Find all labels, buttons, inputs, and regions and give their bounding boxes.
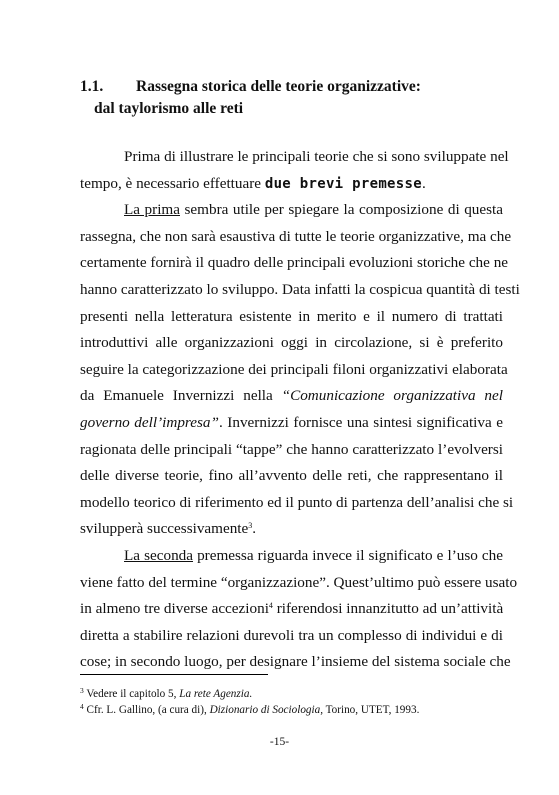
text-run: . [421,174,426,192]
underlined-lead: La prima [124,201,180,219]
section-title-line2: dal taylorismo alle reti [94,100,244,117]
footnote-separator [80,674,268,675]
text-run: riferendosi innanzitutto ad un’attività [272,600,504,618]
paragraph-3-line: viene fatto del termine “organizzazione”. Quest’ultimo può essere usato [80,573,518,591]
section-number: 1.1. [80,78,104,95]
emphasis-bold: due brevi premesse [264,175,422,192]
paragraph-2-line [80,383,503,410]
paragraph-2-line [80,410,503,437]
footnote-text: Torino, UTET, 1993. [323,704,420,716]
footnote-4 [80,703,419,717]
paragraph-3-line [80,543,503,570]
footnote-ref: 3 [248,521,253,531]
paragraph-2-line: delle diverse teorie, fino all’avvento delle reti, che rappresentano il [80,467,503,485]
body-text [80,144,520,676]
text-run: . Invernizzi fornisce una sintesi significativa e [218,413,504,431]
paragraph-1-line [80,171,503,198]
paragraph-2-line: introduttivi alle organizzazioni oggi in circolazione, si è preferito [80,334,503,352]
section-title-line1: Rassegna storica delle teorie organizzative: [136,78,421,95]
text-run: tempo, è necessario effettuare [80,174,265,192]
paragraph-3-line: diretta a stabilire relazioni durevoli tra un complesso di individui e di [80,626,503,644]
footnote-mark: 4 [80,702,84,711]
footnote-mark: 3 [80,686,84,695]
paragraph-2-line: ragionata delle principali “tappe” che hanno caratterizzato l’evolversi [80,440,503,458]
italic-title: “Comunicazione organizzativa nel [281,387,503,405]
paragraph-2-line: rassegna, che non sarà esaustiva di tutte le teorie organizzative, ma che [80,227,512,245]
footnote-text: Vedere il capitolo 5, [83,688,180,700]
text-run: . [252,520,257,538]
paragraph-2-line [80,197,503,224]
section-heading [80,76,421,120]
text-run: sembra utile per spiegare la composizione di questa [179,201,503,219]
paragraph-3-line [80,596,503,623]
text-run: svilupperà successivamente [80,520,249,538]
footnote-3 [80,687,252,701]
footnote-italic: La rete Agenzia. [179,688,253,700]
footnote-italic: Dizionario di Sociologia, [209,704,324,716]
paragraph-2-line: certamente fornirà il quadro delle principali evoluzioni storiche che ne [80,254,509,272]
underlined-lead: La seconda [124,546,193,564]
paragraph-2-line: hanno caratterizzato lo sviluppo. Data infatti la cospicua quantità di testi [80,280,520,298]
paragraph-2-line [80,516,503,543]
paragraph-2-line: seguire la categorizzazione dei principali filoni organizzativi elaborata [80,360,508,378]
footnote-ref: 4 [268,601,273,611]
paragraph-2-line: modello teorico di riferimento ed il punto di partenza dell’analisi che si [80,493,514,511]
paragraph-3-line: cose; in secondo luogo, per designare l’insieme del sistema sociale che [80,653,511,671]
footnote-text: Cfr. L. Gallino, (a cura di), [83,704,210,716]
paragraph-1-line: Prima di illustrare le principali teorie che si sono sviluppate nel [124,148,509,165]
paragraph-2-line: presenti nella letteratura esistente in merito e il numero di trattati [80,307,503,325]
text-run: in almeno tre diverse accezioni [80,600,269,618]
text-run: premessa riguarda invece il significato e l’uso che [193,546,503,564]
page-number: -15- [269,736,290,748]
italic-title: governo dell’impresa” [80,413,219,431]
text-run: da Emanuele Invernizzi nella [80,387,282,405]
